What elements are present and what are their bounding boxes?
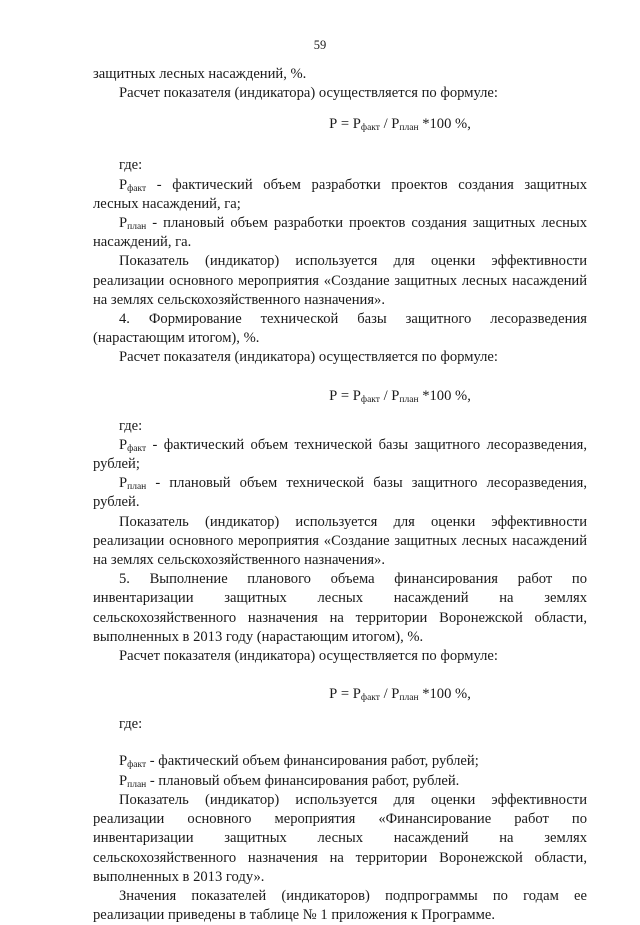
paragraph: 5. Выполнение планового объема финансирования работ по инвентаризации защитных лесных насаждений на землях сельскохозяйственного назначения на территории Воронежской области, выполненных в 2013 году (нарастающим итогом), %.	[93, 571, 587, 645]
paragraph: Значения показателей (индикаторов) подпрограммы по годам ее реализации приведены в таблице № 1 приложения к Программе.	[93, 887, 587, 924]
paragraph: Показатель (индикатор) используется для оценки эффективности реализации основного мероприятия «Создание защитных лесных насаждений на землях сельскохозяйственного назначения».	[93, 253, 587, 308]
definition: $Р_{факт}$ - фактический объем технической базы защитного лесоразведения, рублей;	[93, 436, 587, 473]
paragraph: Расчет показателя (индикатора) осуществляется по формуле:	[119, 648, 498, 665]
paragraph: Показатель (индикатор) используется для оценки эффективности реализации основного мероприятия «Создание защитных лесных насаждений на землях сельскохозяйственного назначения».	[93, 513, 587, 569]
paragraph: защитных лесных насаждений, %.	[93, 66, 307, 82]
paragraph: где:	[119, 157, 143, 174]
formula-3: $Р = Р_{факт} / Р_{план}$ *100 %,	[329, 686, 471, 704]
paragraph: где:	[119, 716, 143, 733]
formula-2: $Р = Р_{факт} / Р_{план}$ *100 %,	[329, 387, 471, 405]
page-number: 59	[313, 38, 327, 52]
paragraph: Расчет показателя (индикатора) осуществляется по формуле:	[119, 85, 498, 102]
paragraph: где:	[119, 417, 143, 434]
formula-1: $Р = Р_{факт} / Р_{план}$ *100 %,	[329, 116, 471, 134]
definition: $Р_{план}$ - плановый объем финансирования работ, рублей.	[119, 772, 460, 790]
paragraph: 4. Формирование технической базы защитного лесоразведения (нарастающим итогом), %.	[93, 311, 587, 347]
paragraph: Показатель (индикатор) используется для оценки эффективности реализации основного мероприятия «Финансирование работ по инвентаризации защитных лесных насаждений на землях сельскохозяйственного назначения на территории Воронежской области, выполненных в 2013 году».	[93, 791, 587, 885]
paragraph: Расчет показателя (индикатора) осуществляется по формуле:	[119, 349, 498, 366]
document-body	[93, 65, 587, 925]
definition: $Р_{факт}$ - фактический объем разработки проектов создания защитных лесных насаждений, га;	[93, 176, 587, 212]
definition: $Р_{план}$ - плановый объем технической базы защитного лесоразведения, рублей.	[93, 475, 587, 511]
definition: $Р_{факт}$ - фактический объем финансирования работ, рублей;	[119, 753, 479, 771]
definition: $Р_{план}$ - плановый объем разработки проектов создания защитных лесных насаждений, га.	[93, 215, 587, 251]
